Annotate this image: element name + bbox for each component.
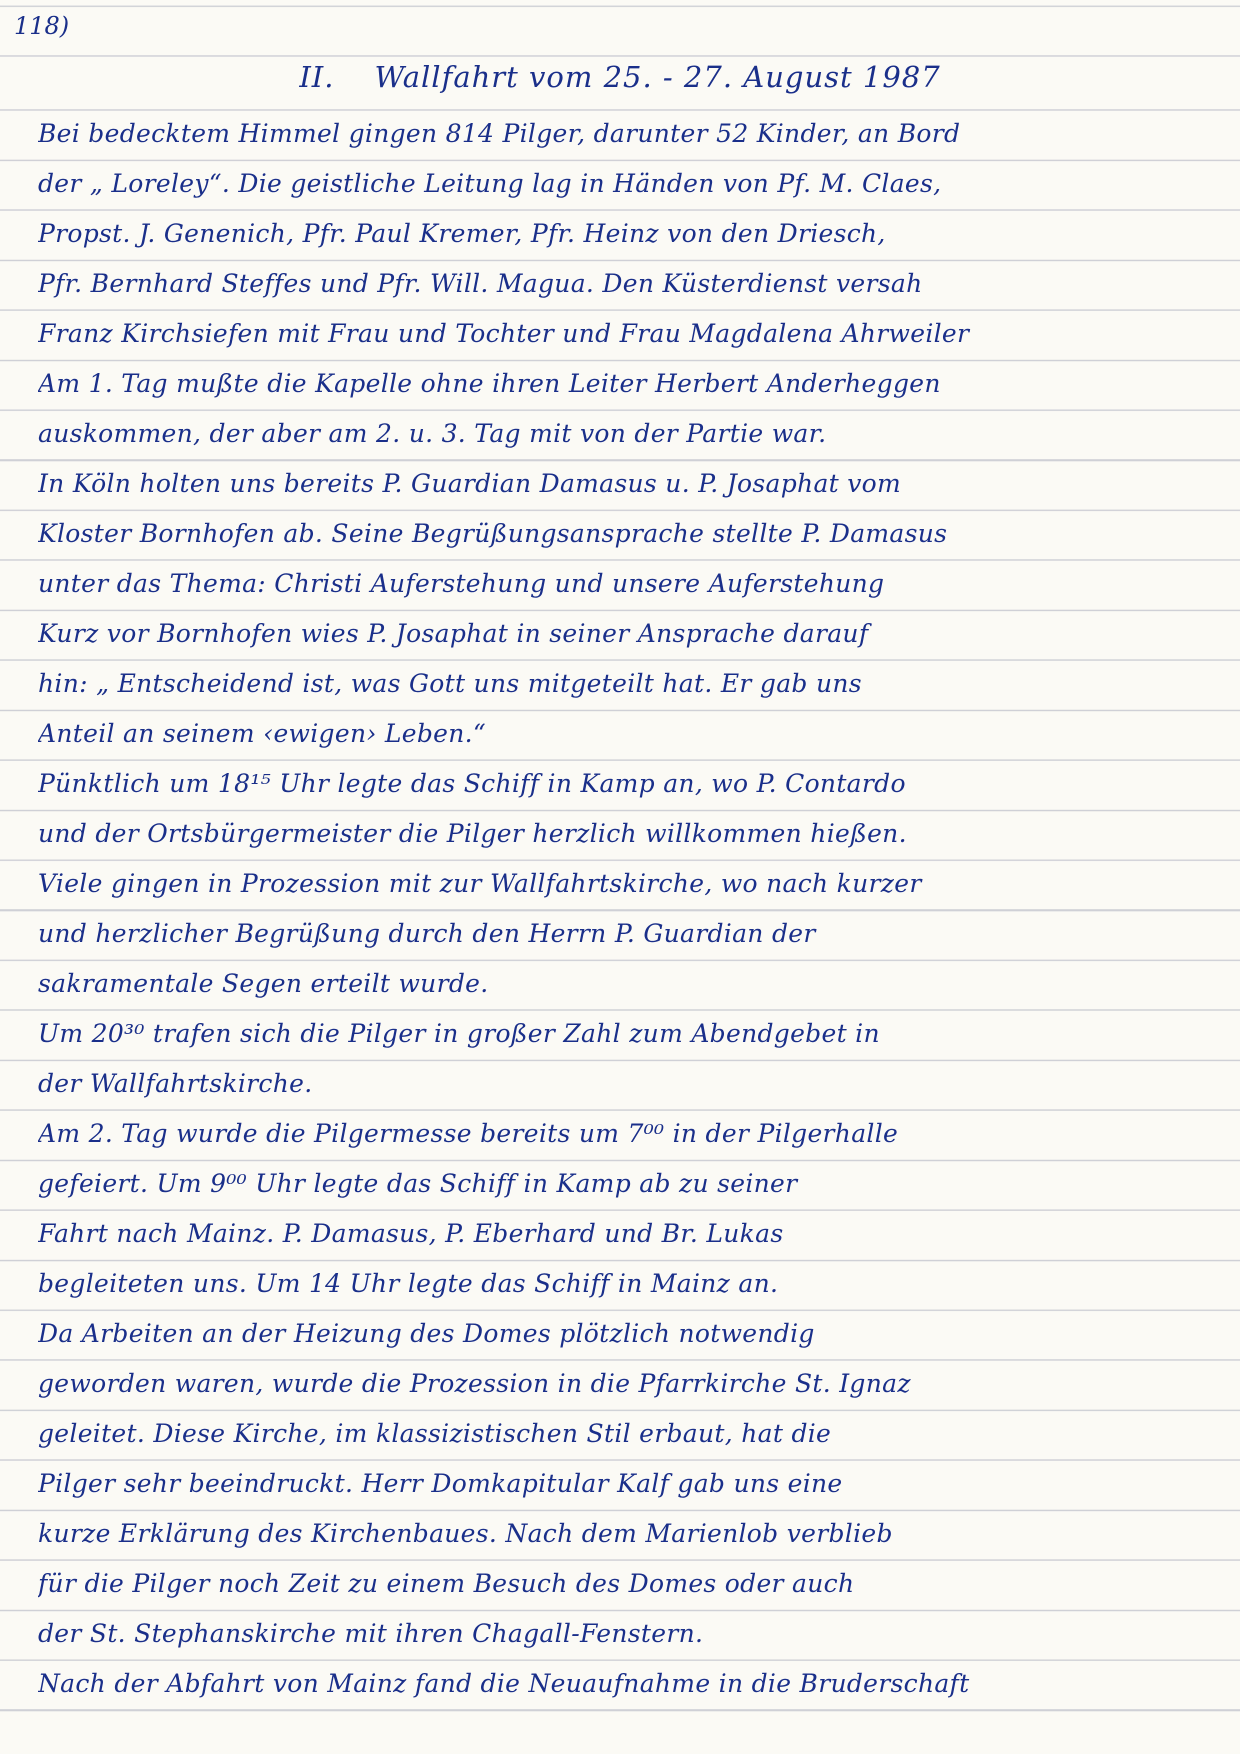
text-line: hin: „ Entscheidend ist, was Gott uns mitgeteilt hat. Er gab uns xyxy=(38,669,862,698)
text-line: Da Arbeiten an der Heizung des Domes plötzlich notwendig xyxy=(38,1319,815,1348)
text-line: der Wallfahrtskirche. xyxy=(38,1069,313,1098)
text-line: auskommen, der aber am 2. u. 3. Tag mit von der Partie war. xyxy=(38,419,827,448)
text-line: Am 2. Tag wurde die Pilgermesse bereits um 7⁰⁰ in der Pilgerhalle xyxy=(38,1119,899,1148)
title-numeral: II. xyxy=(299,60,335,94)
text-line: Bei bedecktem Himmel gingen 814 Pilger, darunter 52 Kinder, an Bord xyxy=(38,119,961,148)
handwritten-text xyxy=(38,109,1218,1709)
text-line: Pilger sehr beeindruckt. Herr Domkapitular Kalf gab uns eine xyxy=(38,1469,843,1498)
text-line: Kloster Bornhofen ab. Seine Begrüßungsansprache stellte P. Damasus xyxy=(38,519,948,548)
text-line: geworden waren, wurde die Prozession in die Pfarrkirche St. Ignaz xyxy=(38,1369,911,1398)
text-line: der „ Loreley“. Die geistliche Leitung lag in Händen von Pf. M. Claes, xyxy=(38,169,942,198)
text-line: Viele gingen in Prozession mit zur Wallfahrtskirche, wo nach kurzer xyxy=(38,869,922,898)
text-line: Pünktlich um 18¹⁵ Uhr legte das Schiff in Kamp an, wo P. Contardo xyxy=(38,769,906,798)
text-line: sakramentale Segen erteilt wurde. xyxy=(38,969,489,998)
text-line: geleitet. Diese Kirche, im klassizistischen Stil erbaut, hat die xyxy=(38,1419,832,1448)
text-line: und der Ortsbürgermeister die Pilger herzlich willkommen hießen. xyxy=(38,819,907,848)
page-number: 118) xyxy=(14,12,70,40)
text-line: gefeiert. Um 9⁰⁰ Uhr legte das Schiff in Kamp ab zu seiner xyxy=(38,1169,798,1198)
text-line: Anteil an seinem ‹ewigen› Leben.“ xyxy=(38,719,487,748)
text-line: Kurz vor Bornhofen wies P. Josaphat in seiner Ansprache darauf xyxy=(38,619,869,648)
text-line: Am 1. Tag mußte die Kapelle ohne ihren Leiter Herbert Anderheggen xyxy=(38,369,941,398)
text-line: Um 20³⁰ trafen sich die Pilger in großer Zahl zum Abendgebet in xyxy=(38,1019,880,1048)
text-line: und herzlicher Begrüßung durch den Herrn P. Guardian der xyxy=(38,919,816,948)
text-line: für die Pilger noch Zeit zu einem Besuch des Domes oder auch xyxy=(38,1569,855,1598)
text-line: Franz Kirchsiefen mit Frau und Tochter und Frau Magdalena Ahrweiler xyxy=(38,319,970,348)
text-line: Nach der Abfahrt von Mainz fand die Neuaufnahme in die Bruderschaft xyxy=(38,1669,970,1698)
text-line: kurze Erklärung des Kirchenbaues. Nach dem Marienlob verblieb xyxy=(38,1519,893,1548)
text-line: Pfr. Bernhard Steffes und Pfr. Will. Magua. Den Küsterdienst versah xyxy=(38,269,923,298)
text-line: Fahrt nach Mainz. P. Damasus, P. Eberhard und Br. Lukas xyxy=(38,1219,784,1248)
text-line: In Köln holten uns bereits P. Guardian Damasus u. P. Josaphat vom xyxy=(38,469,902,498)
title-text: Wallfahrt vom 25. - 27. August 1987 xyxy=(374,60,941,94)
text-line: Propst. J. Genenich, Pfr. Paul Kremer, Pfr. Heinz von den Driesch, xyxy=(38,219,886,248)
page-title xyxy=(0,60,1240,94)
text-line: unter das Thema: Christi Auferstehung und unsere Auferstehung xyxy=(38,569,885,598)
text-line: der St. Stephanskirche mit ihren Chagall-Fenstern. xyxy=(38,1619,704,1648)
text-line: begleiteten uns. Um 14 Uhr legte das Schiff in Mainz an. xyxy=(38,1269,779,1298)
